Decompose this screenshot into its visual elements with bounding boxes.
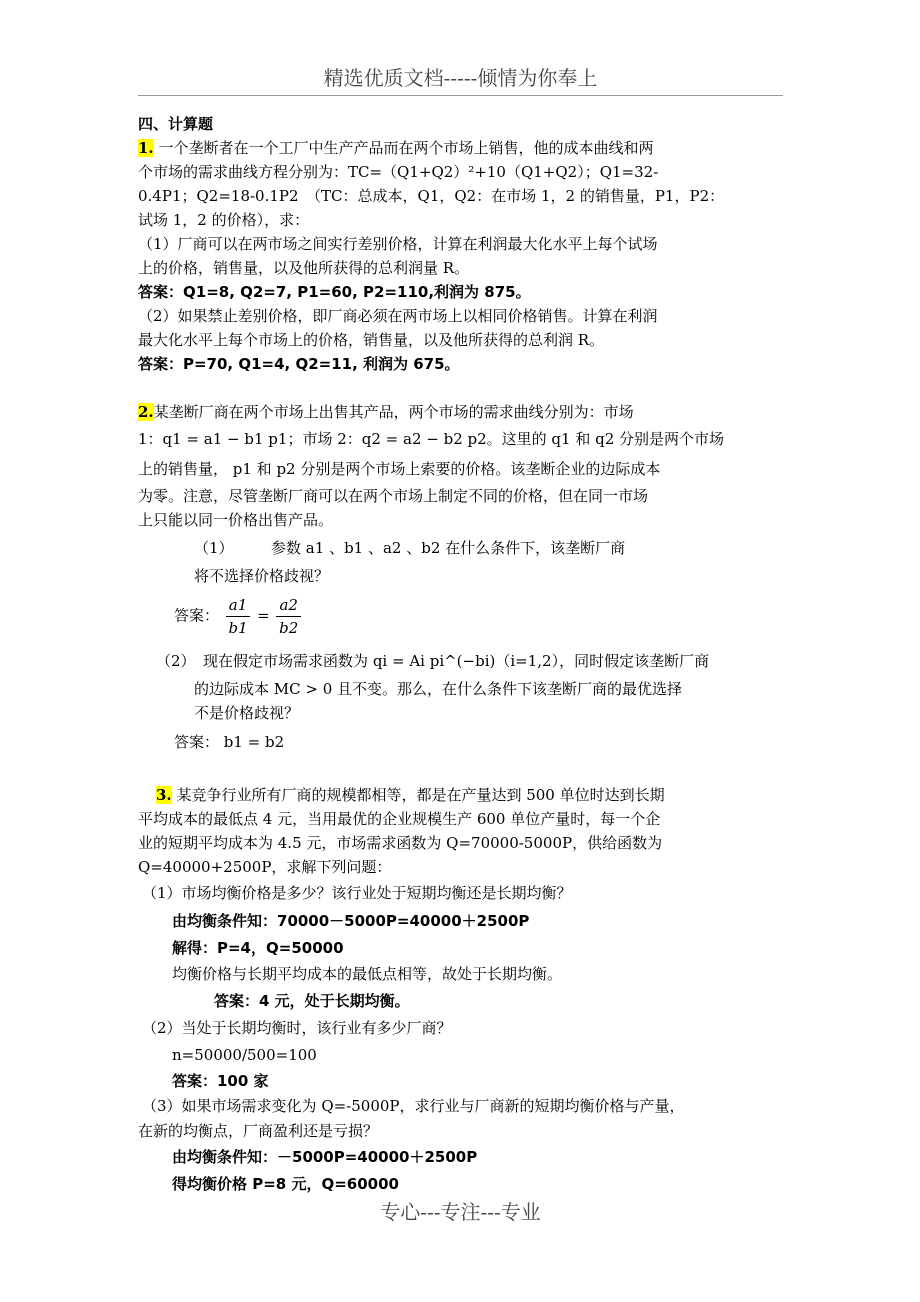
q3-line: 平均成本的最低点 4 元，当用最优的企业规模生产 600 单位产量时，每一个企 xyxy=(138,810,661,828)
q3-part1: （1）市场均衡价格是多少？该行业处于短期均衡还是长期均衡？ xyxy=(142,884,572,902)
q2-line: 1：q1 = a1 − b1 p1；市场 2：q2 = a2 − b2 p2。这里的 q1 和 q2 分别是两个市场 xyxy=(138,430,725,448)
q1-line: 上的价格，销售量，以及他所获得的总利润量 R。 xyxy=(138,259,470,277)
q1-line: 个市场的需求曲线方程分别为：TC=（Q1+Q2）²+10（Q1+Q2）；Q1=32- xyxy=(138,163,659,181)
q3-part1-step: 解得：P=4，Q=50000 xyxy=(172,939,344,957)
q3-number: 3. xyxy=(156,786,172,804)
q2-line: 上只能以同一价格出售产品。 xyxy=(138,511,334,529)
q2-sub2: （2） 现在假定市场需求函数为 qi = Ai pi^(−bi)（i=1,2），同时假定该垄断厂商 xyxy=(156,652,710,670)
q3-line: 业的短期平均成本为 4.5 元，市场需求函数为 Q=70000-5000P，供给函数为 xyxy=(138,834,663,852)
q3-text: 某竞争行业所有厂商的规模都相等，都是在产量达到 500 单位时达到长期 xyxy=(176,786,665,804)
section-title: 四、计算题 xyxy=(138,115,214,133)
q3-part3-step: 由均衡条件知：－5000P=40000＋2500P xyxy=(172,1148,478,1166)
q2-line: 上的销售量， p1 和 p2 分别是两个市场上索要的价格。该垄断企业的边际成本 xyxy=(138,460,661,478)
q2-number: 2. xyxy=(138,403,154,421)
q1-answer-2: 答案：P=70, Q1=4, Q2=11, 利润为 675。 xyxy=(138,355,460,373)
q3-part3: 在新的均衡点，厂商盈利还是亏损？ xyxy=(138,1122,379,1140)
q1-line xyxy=(138,136,783,160)
q2-line xyxy=(138,400,783,424)
fraction-a2-b2: $\frac{a2}{b2}$ xyxy=(276,594,301,639)
q3-part1-step: 均衡价格与长期平均成本的最低点相等，故处于长期均衡。 xyxy=(172,965,563,983)
q2-answer-2: 答案： b1 = b2 xyxy=(174,733,285,751)
equals-sign: = xyxy=(257,606,270,625)
q3-part2-step: n=50000/500=100 xyxy=(172,1046,317,1064)
q3-line: Q=40000+2500P，求解下列问题： xyxy=(138,858,392,876)
q2-line: 为零。注意，尽管垄断厂商可以在两个市场上制定不同的价格，但在同一市场 xyxy=(138,487,649,505)
q3-line xyxy=(138,783,783,807)
q3-part3-step: 得均衡价格 P=8 元，Q=60000 xyxy=(172,1175,399,1193)
q2-sub2: 的边际成本 MC > 0 且不变。那么，在什么条件下该垄断厂商的最优选择 xyxy=(194,680,683,698)
q3-part3: （3）如果市场需求变化为 Q=-5000P，求行业与厂商新的短期均衡价格与产量， xyxy=(142,1097,685,1115)
page-header: 精选优质文档-----倾情为你奉上 xyxy=(323,66,598,90)
q1-number: 1. xyxy=(138,139,154,157)
q1-line: （2）如果禁止差别价格，即厂商必须在两市场上以相同价格销售。计算在利润 xyxy=(138,307,658,325)
header-divider xyxy=(138,95,783,96)
q3-part1-step: 由均衡条件知：70000－5000P=40000＋2500P xyxy=(172,912,530,930)
fraction-a1-b1: $\frac{a1}{b1}$ xyxy=(226,594,251,639)
q1-line: 试场 1，2 的价格），求： xyxy=(138,211,310,229)
q3-part1-answer: 答案：4 元，处于长期均衡。 xyxy=(214,992,410,1010)
q2-sub2: 不是价格歧视？ xyxy=(194,704,300,722)
q3-part2-answer: 答案：100 家 xyxy=(172,1072,269,1090)
q3-part2: （2）当处于长期均衡时，该行业有多少厂商？ xyxy=(142,1019,452,1037)
q2-sub1: （1） 参数 a1 、b1 、a2 、b2 在什么条件下，该垄断厂商 xyxy=(194,539,626,557)
q1-line: 最大化水平上每个市场上的价格，销售量，以及他所获得的总利润 R。 xyxy=(138,331,605,349)
page-footer: 专心---专注---专业 xyxy=(380,1200,541,1224)
q1-line: （1）厂商可以在两市场之间实行差别价格，计算在利润最大化水平上每个试场 xyxy=(138,235,658,253)
q1-text: 一个垄断者在一个工厂中生产产品而在两个市场上销售，他的成本曲线和两 xyxy=(158,139,654,157)
q1-answer-1: 答案：Q1=8, Q2=7, P1=60, P2=110,利润为 875。 xyxy=(138,283,531,301)
answer-label: 答案： xyxy=(174,606,220,625)
document-body xyxy=(138,112,783,1197)
q1-line: 0.4P1；Q2=18-0.1P2 （TC：总成本，Q1，Q2：在市场 1，2 的销售量，P1，P2： xyxy=(138,187,725,205)
q2-text: 某垄断厂商在两个市场上出售其产品，两个市场的需求曲线分别为：市场 xyxy=(153,403,634,421)
q2-sub1: 将不选择价格歧视？ xyxy=(194,567,330,585)
q2-answer-1 xyxy=(138,594,783,639)
